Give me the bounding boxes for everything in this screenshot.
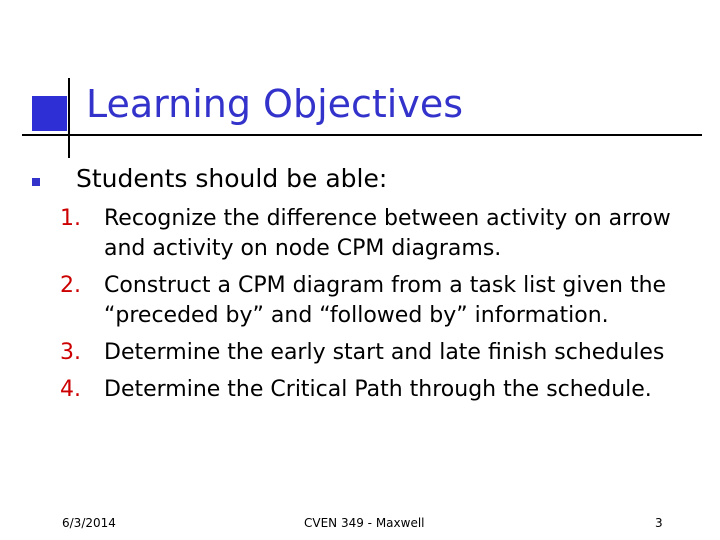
- objective-text: Construct a CPM diagram from a task list given the “preceded by” and “followed by” information.: [104, 273, 667, 328]
- lead-text: Students should be able:: [76, 164, 388, 193]
- footer-date: 6/3/2014: [62, 516, 116, 530]
- footer-course: CVEN 349 - Maxwell: [304, 516, 425, 530]
- objective-text: Determine the Critical Path through the schedule.: [104, 377, 652, 402]
- bullet-square-icon: [32, 178, 40, 186]
- objective-item: [60, 375, 700, 405]
- objective-text: Determine the early start and late finish schedules: [104, 340, 665, 365]
- objective-number: 2.: [60, 273, 81, 298]
- footer-page-number: 3: [655, 516, 663, 530]
- objective-item: [60, 204, 700, 264]
- objective-item: [60, 338, 700, 368]
- objective-number: 3.: [60, 340, 81, 365]
- objective-number: 1.: [60, 206, 81, 231]
- title-horizontal-rule: [22, 134, 702, 136]
- objective-text: Recognize the difference between activity on arrow and activity on node CPM diagrams.: [104, 206, 671, 261]
- objective-item: [60, 271, 700, 331]
- objectives-list: [60, 204, 700, 412]
- title-accent-square: [32, 96, 67, 131]
- slide-title: Learning Objectives: [86, 82, 464, 126]
- objective-number: 4.: [60, 377, 81, 402]
- title-vertical-rule: [68, 78, 70, 158]
